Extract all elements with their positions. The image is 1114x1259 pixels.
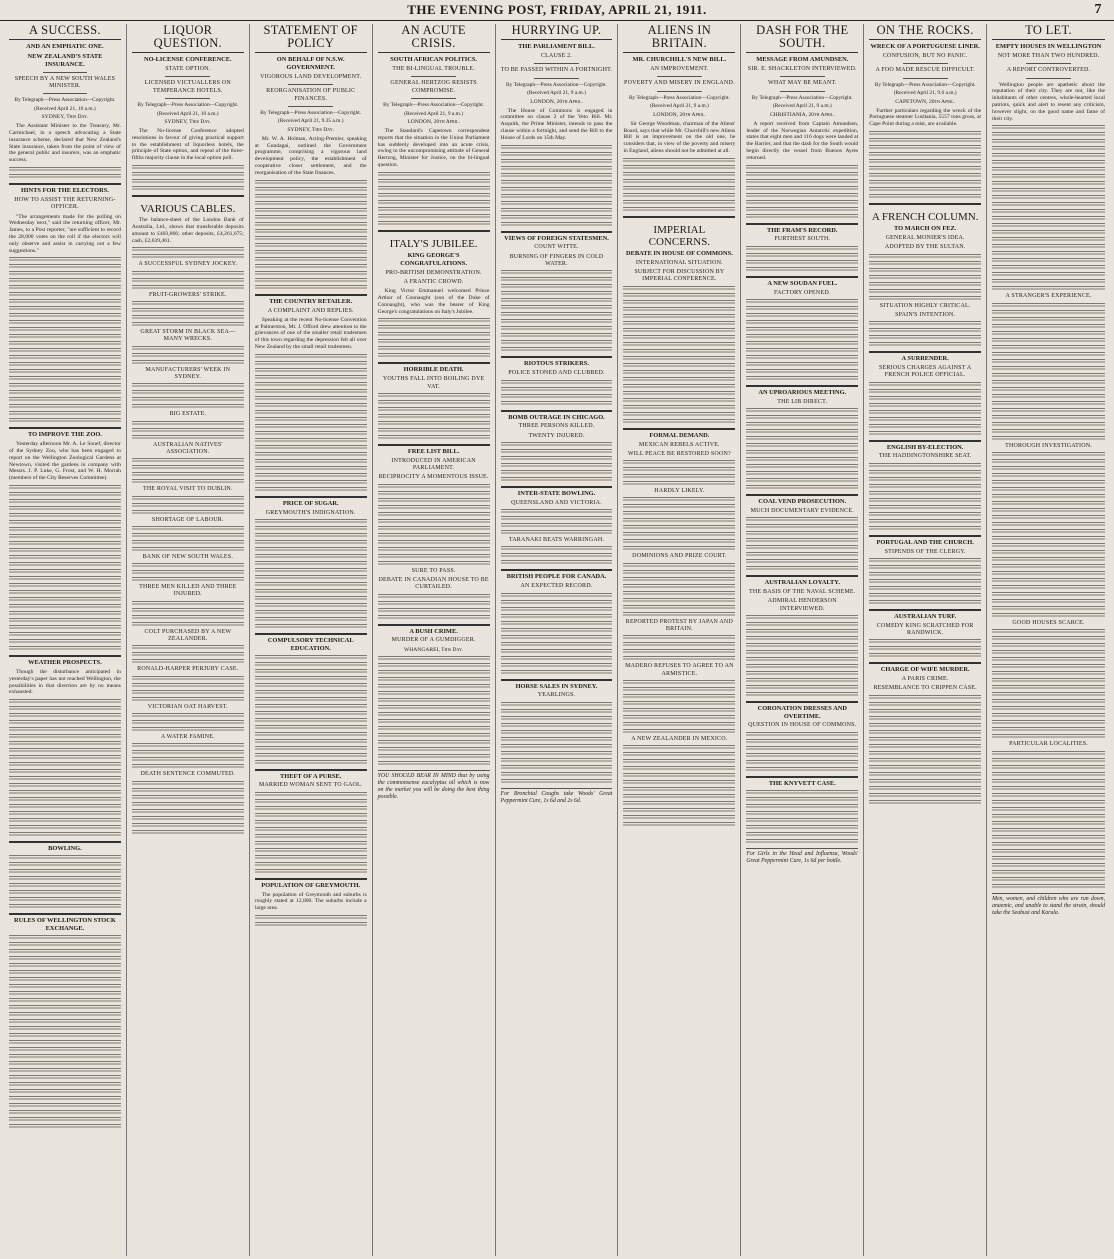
item-heading: MANUFACTURERS' WEEK IN SYDNEY. xyxy=(145,366,231,380)
subheading: NOT MORE THAN TWO HUNDRED. xyxy=(997,52,1100,59)
column-7 xyxy=(741,24,864,1256)
item-heading: A WATER FAMINE. xyxy=(160,734,215,741)
item-heading: COLT PURCHASED BY A NEW ZEALANDER. xyxy=(144,628,232,643)
subheading: TO MARCH ON FEZ. xyxy=(893,225,957,233)
subheading: CLAUSE 2. xyxy=(540,52,573,59)
item-heading: SHORTAGE OF LABOUR. xyxy=(151,516,224,523)
headline: STATEMENT OF POLICY xyxy=(255,24,367,53)
received-time: (Received April 21, 9 a.m.) xyxy=(527,90,586,97)
advertisement: Men, women, and children who are run down, anaemic, and unable to stand the strain, should take the Seabust and Karula. xyxy=(992,893,1105,917)
headline: AN ACUTE CRISIS. xyxy=(378,24,490,53)
dateline: LONDON, 20th April. xyxy=(530,98,583,105)
advertisement: For Bronchial Coughs take Woods' Great Peppermint Cure, 1s 6d and 2s 6d. xyxy=(501,788,613,805)
section-heading: HINTS FOR THE ELECTORS. xyxy=(21,187,109,195)
item-heading: DEATH SENTENCE COMMUTED. xyxy=(140,771,236,778)
article-text: The population of Greymouth and suburbs is roughly stated at 12,800. The suburbs include a large area. xyxy=(254,891,367,912)
headline: LIQUOR QUESTION. xyxy=(132,24,244,53)
item-heading: POLICE STONED AND CLUBBED. xyxy=(508,370,605,377)
section-heading: HORSE SALES IN SYDNEY. xyxy=(515,682,598,690)
advertisement: For Girls in the Head and Influenza, Woods' Great Peppermint Cure, 1s 6d per bottle. xyxy=(746,848,858,865)
section-heading: A BUSH CRIME. xyxy=(409,627,458,635)
article-text: The House of Commons is engaged in committee on clause 2 of the Veto Bill. Mr. Asquith, the Prime Minister, intends to pass the clause within a fortnight, and send the Bill to the House of Lords on 15th May. xyxy=(500,107,613,141)
dateline: SYDNEY, This Day. xyxy=(41,114,89,121)
section-heading: BOMB OUTRAGE IN CHICAGO. xyxy=(508,413,605,421)
section-heading: AUSTRALIAN LOYALTY. xyxy=(764,579,840,587)
section-heading: POPULATION OF GREYMOUTH. xyxy=(261,881,361,889)
section-heading: VARIOUS CABLES. xyxy=(140,203,236,216)
section-heading: FORMAL DEMAND. xyxy=(649,431,710,439)
subheading: REORGANISATION OF PUBLIC FINANCES. xyxy=(266,88,356,102)
item-heading: MADERO REFUSES TO AGREE TO AN ARMISTICE. xyxy=(625,663,734,677)
item-heading: DOMINIONS AND PRIZE COURT. xyxy=(632,553,727,560)
item-heading: QUEENSLAND AND VICTORIA. xyxy=(511,499,602,506)
subheading: MR. CHURCHILL'S NEW BILL. xyxy=(632,56,727,64)
section-heading: IMPERIAL CONCERNS. xyxy=(648,223,711,248)
item-heading: TWENTY INJURED. xyxy=(528,432,585,439)
subheading: AND AN EMPHATIC ONE. xyxy=(26,43,104,51)
subheading: HOW TO ASSIST THE RETURNING-OFFICER. xyxy=(14,196,116,211)
section-heading: ITALY'S JUBILEE. xyxy=(389,237,478,250)
headline: ON THE ROCKS. xyxy=(869,24,981,40)
item-heading: SURE TO PASS. xyxy=(411,567,456,574)
article-text: A report received from Captain Amundsen, leader of the Norwegian Antarctic expedition, states that eight men and 116 dogs were landed at the Barrier, and that the dash for the South would begin directly the vessel from Buenos Ayres returned. xyxy=(746,120,859,161)
dateline: CHRISTIANIA, 20th April. xyxy=(769,111,835,118)
item-heading: MUCH DOCUMENTARY EVIDENCE. xyxy=(750,507,854,514)
item-heading: THE LIB DIRECT. xyxy=(777,398,828,405)
dateline: SYDNEY, This Day. xyxy=(164,119,212,126)
headline: HURRYING UP. xyxy=(501,24,613,40)
item-heading: THE ROYAL VISIT TO DUBLIN. xyxy=(142,486,233,493)
subheading: VIGOROUS LAND DEVELOPMENT. xyxy=(260,73,362,80)
section-heading: THEFT OF A PURSE. xyxy=(279,772,342,780)
subheading: WHAT MAY BE MEANT. xyxy=(767,80,837,87)
subheading: TO BE PASSED WITHIN A FORTNIGHT. xyxy=(500,67,613,74)
item-heading: SUBJECT FOR DISCUSSION BY IMPERIAL CONFERENCE. xyxy=(634,269,725,283)
item-heading: QUESTION IN HOUSE OF COMMONS. xyxy=(748,722,857,729)
subheading: A REPORT CONTROVERTED. xyxy=(1006,67,1091,74)
section-heading: THE FRAM'S RECORD. xyxy=(767,226,838,234)
item-heading: A NEW ZEALANDER IN MEXICO. xyxy=(631,736,728,742)
subheading: WRECK OF A PORTUGUESE LINER. xyxy=(870,43,980,51)
item-heading: RECIPROCITY A MOMENTOUS ISSUE. xyxy=(378,474,489,481)
column-2 xyxy=(127,24,250,1256)
subheading: INTRODUCED IN AMERICAN PARLIAMENT. xyxy=(391,457,476,472)
subheading: CONFUSION, BUT NO PANIC. xyxy=(882,52,968,59)
received-time: (Received April 21, 9.6 a.m.) xyxy=(893,90,957,97)
item-heading: REPORTED PROTEST BY JAPAN AND BRITAIN. xyxy=(625,618,733,633)
section-heading: ENGLISH BY-ELECTION. xyxy=(886,443,964,451)
column-9 xyxy=(987,24,1110,1256)
masthead xyxy=(0,0,1114,21)
item-heading: FACTORY OPENED. xyxy=(773,289,831,296)
item-heading: RONALD-HARPER PERJURY CASE. xyxy=(137,666,239,673)
subheading: SOUTH AFRICAN POLITICS. xyxy=(390,56,478,64)
item-heading: PARTICULAR LOCALITIES. xyxy=(1009,741,1088,748)
headline: A SUCCESS. xyxy=(9,24,121,40)
item-heading: GENERAL MONIER'S IDEA. xyxy=(885,234,965,241)
section-heading: THE COUNTRY RETAILER. xyxy=(269,297,353,305)
received-time: (Received April 21, 9 a.m.) xyxy=(404,110,464,117)
item-heading: A FRANTIC CROWD. xyxy=(403,278,464,285)
item-heading: RESEMBLANCE TO CRIPPEN CASE. xyxy=(873,685,977,692)
item-heading: TARANAKI BEATS WARRINGAH. xyxy=(508,537,605,544)
item-heading: ADOPTED BY THE SULTAN. xyxy=(884,244,966,251)
column-1 xyxy=(4,24,127,1256)
byline: By Telegraph—Press Association—Copyright. xyxy=(14,97,116,104)
article-text: Wellington people are apathetic about the reputation of their city. They are not, like the inhabitants of other centres, whole-hearted local patriots, quick and alert to resent any criticism, however slight, on the good name and fame of their city. xyxy=(992,81,1105,122)
subheading: MEXICAN REBELS ACTIVE. xyxy=(638,441,720,448)
article-text: The Assistant Minister to the Treasury, Mr. Carmichael, in a speech advocating a State insurance scheme, declared that New Zealand's State insurance, taken from the point of view of the general public and insurers, was an emphatic success. xyxy=(9,123,121,164)
subheading: SPEECH BY A NEW SOUTH WALES MINISTER. xyxy=(14,75,116,89)
subheading: THE PARLIAMENT BILL. xyxy=(518,43,595,51)
section-heading: CORONATION DRESSES AND OVERTIME. xyxy=(757,704,847,720)
received-time: (Received April 21, 10 a.m.) xyxy=(157,110,219,117)
byline: By Telegraph—Press Association—Copyright. xyxy=(260,109,362,116)
subheading: DEBATE IN HOUSE OF COMMONS. xyxy=(626,249,733,257)
item-heading: A SUCCESSFUL SYDNEY JOCKEY. xyxy=(138,261,238,268)
item-heading: HARDLY LIKELY. xyxy=(654,488,705,495)
received-time: (Received April 21, 9 a.m.) xyxy=(649,103,709,110)
article-text: "The arrangements made for the polling on Wednesday next," said the returning officer, Mr. James, to a Post reporter, "are sufficient to record the 28,000 votes on the roll if the electors will only observe and assist in carrying out a few suggestions." xyxy=(9,213,121,254)
item-heading: INTERNATIONAL SITUATION. xyxy=(635,259,723,266)
item-heading: PRO-BRITISH DEMONSTRATION. xyxy=(385,269,482,276)
item-heading: FURTHEST SOUTH. xyxy=(774,236,831,243)
item-heading: AUSTRALIAN NATIVES' ASSOCIATION. xyxy=(152,441,223,455)
section-heading: A SURRENDER. xyxy=(901,355,949,363)
dateline: LONDON, 20th April. xyxy=(653,111,706,118)
subheading: ON BEHALF OF N.S.W. GOVERNMENT. xyxy=(276,56,345,72)
section-heading: FREE LIST BILL. xyxy=(407,447,460,455)
received-time: (Received April 21, 9 a.m.) xyxy=(772,103,832,110)
page-number: 7 xyxy=(1094,2,1102,17)
column-6 xyxy=(618,24,741,1256)
column-3 xyxy=(250,24,373,1256)
subheading: YOUTHS FALL INTO BOILING DYE VAT. xyxy=(382,376,485,390)
subheading: EMPTY HOUSES IN WELLINGTON xyxy=(995,43,1102,51)
section-heading: THE KNYVETT CASE. xyxy=(768,779,836,787)
received-time: (Received April 21, 10 a.m.) xyxy=(34,105,96,112)
item-heading: BIG ESTATE. xyxy=(169,411,207,418)
section-heading: CHARGE OF WIFE MURDER. xyxy=(880,666,970,674)
section-heading: RULES OF WELLINGTON STOCK EXCHANGE. xyxy=(14,916,116,932)
section-heading: WEATHER PROSPECTS. xyxy=(28,659,102,667)
byline: By Telegraph—Press Association—Copyright. xyxy=(628,94,730,101)
item-heading: A PARIS CRIME. xyxy=(901,676,949,683)
subheading: POVERTY AND MISERY IN ENGLAND. xyxy=(624,80,735,87)
headline: ALIENS IN BRITAIN. xyxy=(623,24,735,53)
article-text: Mr. W. A. Holman, Acting-Premier, speaking at Gundagai, outlined the Government programme, comprising a vigorous land development policy, the establishment of cooperative closer settlement, and the reorganisation of the State finances. xyxy=(254,135,367,176)
dateline: WHANGAREI, This Day. xyxy=(403,646,464,653)
item-heading: STIPENDS OF THE CLERGY. xyxy=(884,548,966,555)
article-text: Sir George Woodman, chairman of the Aliens' Board, says that while Mr. Churchill's new Aliens Bill is an improvement on the old one, he considers that, in view of the poverty and misery in England, aliens should not be admitted at all. xyxy=(623,120,736,154)
subheading: MARRIED WOMAN SENT TO GAOL. xyxy=(258,782,363,789)
column-8 xyxy=(864,24,987,1256)
item-heading: AN EXPECTED RECORD. xyxy=(520,583,593,590)
subheading: MESSAGE FROM AMUNDSEN. xyxy=(756,56,849,64)
article-text: King Victor Emmanuel welcomed Prince Arthur of Connaught (son of the Duke of Connaught), who was the bearer of King George's congratulations on Italy's Jubilee. xyxy=(377,288,490,315)
item-heading: SITUATION HIGHLY CRITICAL. xyxy=(879,302,971,309)
item-heading: SERIOUS CHARGES AGAINST A FRENCH POLICE OFFICIAL. xyxy=(878,364,972,379)
item-heading: SPAIN'S INTENTION. xyxy=(895,311,956,318)
section-heading: PORTUGAL AND THE CHURCH. xyxy=(876,538,974,546)
item-heading: COMEDY KING SCRATCHED FOR RANDWICK. xyxy=(876,622,974,636)
subheading: SIR. E. SHACKLETON INTERVIEWED. xyxy=(747,66,857,73)
subheading: A FOO MADE RESCUE DIFFICULT. xyxy=(875,67,975,74)
item-heading: THOROUGH INVESTIGATION. xyxy=(1005,442,1093,449)
article-text: The Standard's Capetown correspondent reports that the situation in the Union Parliament has suddenly developed into an acute crisis, owing to the uncompromising attitude of General Hertzog, Minister for Justice, on the bi-lingual question. xyxy=(377,128,490,169)
item-heading: THREE MEN KILLED AND THREE INJURED. xyxy=(139,584,237,598)
article-text: The balance-sheet of the London Bank of Australia, Ltd., shows that transferable deposits amount to £403,866; other deposits, £4,261,675; cash, £2,639,461. xyxy=(131,217,244,244)
item-heading: BANK OF NEW SOUTH WALES. xyxy=(142,553,234,560)
item-heading: ADMIRAL HENDERSON INTERVIEWED. xyxy=(767,598,837,612)
item-heading: A STRANGER'S EXPERIENCE. xyxy=(1005,293,1092,300)
item-heading: FRUIT-GROWERS' STRIKE. xyxy=(149,291,227,298)
item-heading: DEBATE IN CANADIAN HOUSE TO BE CURTAILED. xyxy=(378,576,489,591)
subheading: LICENSED VICTUALLERS ON TEMPERANCE HOTELS. xyxy=(144,80,231,94)
section-heading: BRITISH PEOPLE FOR CANADA. xyxy=(506,573,607,581)
section-heading: COAL VEND PROSECUTION. xyxy=(758,497,847,505)
item-heading: GOOD HOUSES SCARCE. xyxy=(1012,620,1085,627)
section-heading: INTER-STATE BOWLING. xyxy=(517,489,596,497)
section-heading: A NEW SOUDAN FUEL. xyxy=(767,279,838,287)
subheading: A COMPLAINT AND REPLIES. xyxy=(267,307,354,314)
item-heading: THE BASIS OF THE NAVAL SCHEME. xyxy=(749,588,856,595)
subheading: STATE OPTION. xyxy=(165,66,211,73)
item-heading: THE HADDINGTONSHIRE SEAT. xyxy=(878,453,972,460)
headline: TO LET. xyxy=(992,24,1105,40)
subheading: GREYMOUTH'S INDIGNATION. xyxy=(265,509,356,516)
item-heading: WILL PEACE BE RESTORED SOON? xyxy=(627,450,731,457)
section-heading: AN UPROARIOUS MEETING. xyxy=(758,388,847,396)
newspaper-title: THE EVENING POST, FRIDAY, APRIL 21, 1911. xyxy=(407,2,707,17)
section-heading: PRICE OF SUGAR. xyxy=(282,499,339,507)
byline: By Telegraph—Press Association—Copyright. xyxy=(506,81,607,88)
section-heading: COMPULSORY TECHNICAL EDUCATION. xyxy=(267,637,354,652)
byline: By Telegraph—Press Association—Copyright. xyxy=(383,102,485,108)
article-text: Speaking at the recent No-license Convention at Palmerston, Mr. J. Offord drew attention to the grievances of one of the smaller retail tradesmen of this town regarding the depression felt all over New Zealand by the small retail tradesmen. xyxy=(254,316,367,351)
section-heading: A FRENCH COLUMN. xyxy=(871,211,979,223)
received-time: (Received April 21, 9.35 a.m.) xyxy=(277,118,344,125)
subheading: AN IMPROVEMENT. xyxy=(650,66,709,73)
byline: By Telegraph—Press Association—Copyright. xyxy=(137,102,239,108)
subheading: NO-LICENSE CONFERENCE. xyxy=(143,56,232,64)
subheading: THE BI-LINGUAL TROUBLE. xyxy=(392,66,475,73)
item-heading: YEARLINGS. xyxy=(537,692,576,699)
section-heading: RIOTOUS STRIKERS. xyxy=(524,360,589,368)
subheading: MURDER OF A GUMDIGGER. xyxy=(391,637,476,644)
dateline: LONDON, 20th April. xyxy=(407,119,460,126)
subheading: KING GEORGE'S CONGRATULATIONS. xyxy=(400,251,467,267)
item-heading: THREE PERSONS KILLED. xyxy=(518,423,595,430)
article-text: Yesterday afternoon Mr. A. Le Souef, director of the Sydney Zoo, who has been engaged to report on the Wellington Zoological Gardens at Newtown, visited the gardens in company with Messrs. J. P. Luke, G. Frost, and W. H. Morrah (members of the City Reserves Committee). xyxy=(9,441,121,482)
newspaper-columns xyxy=(4,24,1110,1256)
article-text: Though the disturbance anticipated in yesterday's paper has not reached Wellington, the possibilities in that direction are by no means exhausted. xyxy=(9,668,121,696)
subheading: GENERAL HERTZOG RESISTS COMPROMISE. xyxy=(390,80,477,94)
subheading: COUNT WITTE. xyxy=(534,244,579,251)
column-5 xyxy=(496,24,619,1256)
article-text: The No-license Conference adopted resolutions in favour of giving practical support to the establishment of liquorless hotels, the principle of State option, and repeal of the three-fifths majority clause in the local option poll. xyxy=(131,128,244,162)
dateline: SYDNEY, This Day. xyxy=(287,127,335,133)
section-heading: VIEWS OF FOREIGN STATESMEN. xyxy=(504,234,609,242)
subheading: NEW ZEALAND'S STATE INSURANCE. xyxy=(27,52,103,68)
dateline: CAPETOWN, 20th April. xyxy=(895,98,956,105)
section-heading: TO IMPROVE THE ZOO. xyxy=(27,431,102,439)
advertisement: YOU SHOULD BEAR IN MIND that by using the commonsense eucalyptus oil which is now on the market you will be doing the best thing possible. xyxy=(378,770,490,801)
byline: By Telegraph—Press Association—Copyright. xyxy=(874,81,976,88)
item-heading: GREAT STORM IN BLACK SEA—MANY WRECKS. xyxy=(140,329,236,343)
article-text: Further particulars regarding the wreck of the Portuguese steamer Lusitania, 5557 tons gross, at Cape Point during a mist, are available. xyxy=(869,107,982,128)
item-heading: BURNING OF FINGERS IN COLD WATER. xyxy=(509,253,604,268)
headline: DASH FOR THE SOUTH. xyxy=(746,24,858,53)
item-heading: VICTORIAN OAT HARVEST. xyxy=(147,703,228,710)
section-heading: AUSTRALIAN TURF. xyxy=(894,612,957,620)
section-heading: HORRIBLE DEATH. xyxy=(403,366,464,374)
section-heading: BOWLING. xyxy=(48,845,82,853)
byline: By Telegraph—Press Association—Copyright. xyxy=(751,94,853,101)
column-4 xyxy=(373,24,496,1256)
